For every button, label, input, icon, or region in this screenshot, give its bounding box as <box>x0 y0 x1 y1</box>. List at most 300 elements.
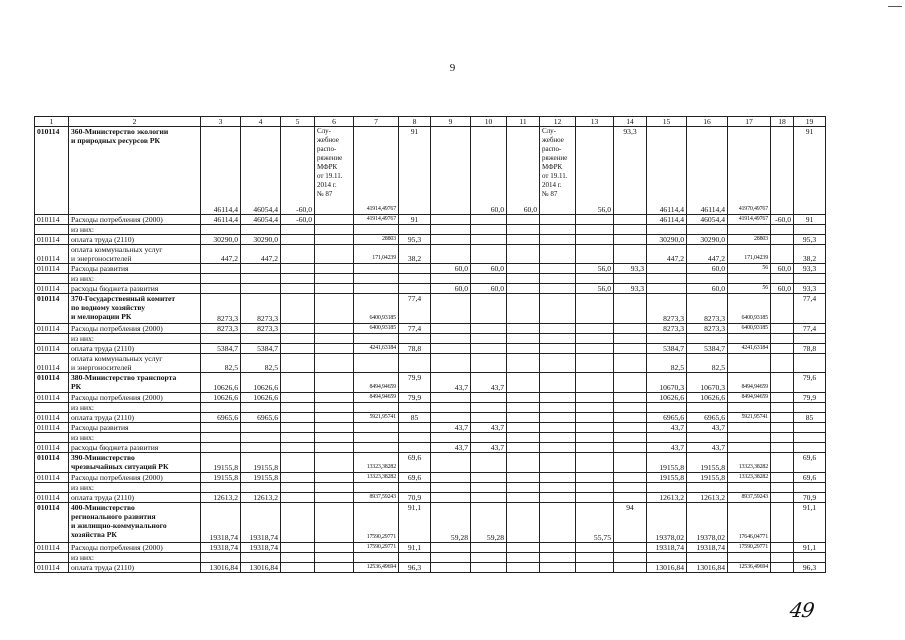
value-cell <box>576 403 614 413</box>
percent-cell: 91 <box>399 127 431 215</box>
note-cell <box>315 245 354 264</box>
value-cell <box>241 433 281 443</box>
header-cell: 18 <box>771 117 794 127</box>
value-cell: 19318,74 <box>647 543 687 553</box>
value-cell <box>241 403 281 413</box>
value-cell <box>647 284 687 294</box>
value-cell <box>471 543 507 553</box>
value-cell <box>431 403 471 413</box>
value-cell <box>281 354 315 373</box>
header-cell: 15 <box>647 117 687 127</box>
value-cell: 19318,74 <box>241 543 281 553</box>
value-cell: 41970,49767 <box>728 127 771 215</box>
row-name: Расходы развития <box>69 264 201 274</box>
value-cell: 19318,74 <box>687 543 728 553</box>
value-cell: 6400,93185 <box>354 324 399 334</box>
value-cell <box>471 215 507 225</box>
header-cell: 6 <box>315 117 354 127</box>
value-cell <box>614 324 647 334</box>
note-cell <box>540 373 576 393</box>
value-cell <box>614 413 647 423</box>
note-cell <box>540 543 576 553</box>
program-code: 010114 <box>35 453 69 473</box>
percent-cell: 79,9 <box>399 373 431 393</box>
value-cell <box>281 264 315 274</box>
value-cell <box>647 403 687 413</box>
value-cell <box>576 373 614 393</box>
value-cell <box>507 294 540 324</box>
row-name: Расходы потребления (2000) <box>69 215 201 225</box>
value-cell <box>431 453 471 473</box>
value-cell <box>241 423 281 433</box>
value-cell <box>201 483 241 493</box>
value-cell <box>471 413 507 423</box>
value-cell <box>614 403 647 413</box>
value-cell <box>647 225 687 235</box>
value-cell <box>201 284 241 294</box>
program-code: 010114 <box>35 473 69 483</box>
value-cell: 19155,8 <box>241 453 281 473</box>
value-cell <box>614 344 647 354</box>
value-cell <box>507 354 540 373</box>
value-cell <box>576 483 614 493</box>
header-cell: 13 <box>576 117 614 127</box>
value-cell <box>507 563 540 573</box>
percent-cell <box>794 443 826 453</box>
ministry-row <box>35 373 826 393</box>
value-cell: 13323,38282 <box>354 453 399 473</box>
value-cell: 60,0 <box>771 264 794 274</box>
table-row <box>35 264 826 274</box>
value-cell <box>507 423 540 433</box>
percent-cell: 96,3 <box>794 563 826 573</box>
value-cell <box>576 245 614 264</box>
note-cell <box>540 245 576 264</box>
value-cell <box>614 225 647 235</box>
row-name: 380-Министерство транспорта РК <box>69 373 201 393</box>
value-cell: 46054,4 <box>241 127 281 215</box>
value-cell <box>507 245 540 264</box>
percent-cell: 78,8 <box>399 344 431 354</box>
value-cell <box>471 225 507 235</box>
row-name: из них: <box>69 274 201 284</box>
note-cell <box>315 403 354 413</box>
value-cell <box>201 403 241 413</box>
value-cell <box>281 235 315 245</box>
value-cell: 19155,8 <box>241 473 281 483</box>
value-cell: 30290,0 <box>687 235 728 245</box>
value-cell: 56 <box>728 284 771 294</box>
value-cell: -60,0 <box>281 215 315 225</box>
program-code: 010114 <box>35 563 69 573</box>
value-cell <box>431 354 471 373</box>
note-cell <box>315 433 354 443</box>
value-cell <box>614 235 647 245</box>
note-cell <box>315 413 354 423</box>
value-cell: 10626,6 <box>647 393 687 403</box>
program-code: 010114 <box>35 284 69 294</box>
value-cell: 43,7 <box>431 373 471 393</box>
percent-cell <box>614 453 647 473</box>
value-cell <box>614 563 647 573</box>
value-cell: 6400,93185 <box>728 294 771 324</box>
percent-cell: 77,4 <box>794 294 826 324</box>
percent-cell: 70,9 <box>794 493 826 503</box>
row-name: Расходы потребления (2000) <box>69 393 201 403</box>
value-cell: 447,2 <box>687 245 728 264</box>
value-cell <box>728 334 771 344</box>
value-cell: 19318,74 <box>241 503 281 543</box>
note-cell <box>540 264 576 274</box>
value-cell <box>507 453 540 473</box>
percent-cell: 94 <box>614 503 647 543</box>
value-cell: 8273,3 <box>201 294 241 324</box>
value-cell <box>687 553 728 563</box>
value-cell <box>354 483 399 493</box>
value-cell <box>354 433 399 443</box>
value-cell <box>614 393 647 403</box>
value-cell <box>507 344 540 354</box>
percent-cell: 93,3 <box>794 264 826 274</box>
percent-cell: 85 <box>399 413 431 423</box>
value-cell <box>471 453 507 473</box>
percent-cell: 93,3 <box>794 284 826 294</box>
value-cell: 8273,3 <box>687 294 728 324</box>
value-cell <box>281 433 315 443</box>
percent-cell: 70,9 <box>399 493 431 503</box>
table-row <box>35 433 826 443</box>
value-cell <box>507 324 540 334</box>
value-cell <box>471 324 507 334</box>
value-cell <box>281 284 315 294</box>
note-cell <box>315 443 354 453</box>
value-cell: 8273,3 <box>201 324 241 334</box>
value-cell: 5921,95741 <box>354 413 399 423</box>
page-number: 9 <box>449 62 456 74</box>
percent-cell <box>399 264 431 274</box>
value-cell <box>576 225 614 235</box>
note-cell <box>315 473 354 483</box>
value-cell <box>281 503 315 543</box>
value-cell: 8494,94659 <box>728 373 771 393</box>
value-cell: 4241,63184 <box>728 344 771 354</box>
value-cell: 93,3 <box>614 264 647 274</box>
value-cell <box>281 543 315 553</box>
value-cell <box>728 553 771 563</box>
program-code <box>35 274 69 284</box>
value-cell <box>576 413 614 423</box>
value-cell: 60,0 <box>471 264 507 274</box>
table-row <box>35 354 826 373</box>
value-cell <box>647 334 687 344</box>
value-cell <box>471 433 507 443</box>
percent-cell <box>794 403 826 413</box>
value-cell <box>507 403 540 413</box>
value-cell: 6965,6 <box>687 413 728 423</box>
value-cell <box>771 423 794 433</box>
value-cell <box>614 334 647 344</box>
header-cell: 3 <box>201 117 241 127</box>
value-cell: 6965,6 <box>647 413 687 423</box>
value-cell: 19378,02 <box>647 503 687 543</box>
value-cell <box>614 493 647 503</box>
value-cell: 5921,95741 <box>728 413 771 423</box>
table-row <box>35 443 826 453</box>
value-cell <box>281 413 315 423</box>
percent-cell: 69,6 <box>794 473 826 483</box>
value-cell <box>771 543 794 553</box>
row-name: 400-Министерство регионального развития и жилищно-коммунального хозяйства РК <box>69 503 201 543</box>
table-row <box>35 274 826 284</box>
handwritten-page-number: 49 <box>788 598 816 622</box>
value-cell: 12536,49694 <box>728 563 771 573</box>
header-cell: 1 <box>35 117 69 127</box>
value-cell <box>201 443 241 453</box>
value-cell: 19155,8 <box>647 453 687 473</box>
value-cell <box>507 215 540 225</box>
note-cell <box>315 235 354 245</box>
value-cell: 43,7 <box>471 373 507 393</box>
value-cell: 46054,4 <box>687 215 728 225</box>
value-cell: 17590,29771 <box>354 543 399 553</box>
table-row <box>35 563 826 573</box>
note-cell <box>315 274 354 284</box>
value-cell <box>771 473 794 483</box>
value-cell <box>507 473 540 483</box>
value-cell <box>576 423 614 433</box>
value-cell: 60,0 <box>687 264 728 274</box>
percent-cell <box>399 443 431 453</box>
table-row <box>35 344 826 354</box>
row-name: 390-Министерство чрезвычайных ситуаций РК <box>69 453 201 473</box>
value-cell <box>431 483 471 493</box>
program-code: 010114 <box>35 264 69 274</box>
program-code: 010114 <box>35 373 69 393</box>
value-cell: 43,7 <box>647 423 687 433</box>
value-cell <box>728 354 771 373</box>
program-code: 010114 <box>35 127 69 215</box>
program-code: 010114 <box>35 443 69 453</box>
value-cell <box>614 543 647 553</box>
value-cell <box>507 225 540 235</box>
header-cell: 19 <box>794 117 826 127</box>
percent-cell <box>399 553 431 563</box>
note-cell <box>315 215 354 225</box>
value-cell <box>281 453 315 473</box>
value-cell: 41914,49767 <box>354 215 399 225</box>
value-cell: 19155,8 <box>687 473 728 483</box>
value-cell <box>201 264 241 274</box>
value-cell <box>771 274 794 284</box>
value-cell <box>771 483 794 493</box>
note-cell <box>540 393 576 403</box>
value-cell <box>647 553 687 563</box>
value-cell: 60,0 <box>771 284 794 294</box>
value-cell: 46114,4 <box>647 215 687 225</box>
percent-cell <box>794 553 826 563</box>
value-cell <box>614 553 647 563</box>
note-cell <box>540 423 576 433</box>
value-cell: 30290,0 <box>241 235 281 245</box>
note-cell <box>315 543 354 553</box>
percent-cell: 69,6 <box>399 473 431 483</box>
value-cell: 10626,6 <box>687 393 728 403</box>
value-cell <box>201 334 241 344</box>
note-cell <box>540 284 576 294</box>
value-cell <box>507 373 540 393</box>
percent-cell <box>399 423 431 433</box>
note-cell <box>540 453 576 473</box>
value-cell <box>354 284 399 294</box>
value-cell <box>647 433 687 443</box>
percent-cell <box>614 373 647 393</box>
note-cell <box>540 483 576 493</box>
note-cell <box>315 393 354 403</box>
header-cell: 11 <box>507 117 540 127</box>
header-cell: 9 <box>431 117 471 127</box>
value-cell <box>771 344 794 354</box>
value-cell <box>771 553 794 563</box>
value-cell <box>728 225 771 235</box>
value-cell <box>471 274 507 284</box>
value-cell <box>647 483 687 493</box>
note-cell <box>540 403 576 413</box>
percent-cell: 95,3 <box>399 235 431 245</box>
note-cell <box>315 354 354 373</box>
value-cell <box>281 344 315 354</box>
value-cell <box>354 423 399 433</box>
value-cell <box>471 493 507 503</box>
value-cell: 43,7 <box>687 443 728 453</box>
table-row <box>35 334 826 344</box>
value-cell: 12536,49694 <box>354 563 399 573</box>
value-cell <box>281 373 315 393</box>
note-cell <box>540 235 576 245</box>
value-cell <box>507 264 540 274</box>
value-cell: 43,7 <box>471 423 507 433</box>
value-cell: 13016,84 <box>241 563 281 573</box>
value-cell: 43,7 <box>687 423 728 433</box>
table-row <box>35 423 826 433</box>
value-cell <box>471 473 507 483</box>
value-cell <box>354 274 399 284</box>
program-code: 010114 <box>35 393 69 403</box>
value-cell <box>354 443 399 453</box>
value-cell: 10626,6 <box>241 373 281 393</box>
percent-cell: 93,3 <box>614 127 647 215</box>
value-cell <box>728 433 771 443</box>
header-cell: 17 <box>728 117 771 127</box>
value-cell: 60,0 <box>507 127 540 215</box>
value-cell <box>507 433 540 443</box>
value-cell: 19155,8 <box>201 473 241 483</box>
row-name: из них: <box>69 433 201 443</box>
table-row <box>35 403 826 413</box>
value-cell <box>241 225 281 235</box>
value-cell: 13323,38282 <box>354 473 399 483</box>
value-cell <box>771 235 794 245</box>
program-code: 010114 <box>35 543 69 553</box>
value-cell: 43,7 <box>431 443 471 453</box>
value-cell: 8273,3 <box>241 324 281 334</box>
percent-cell: 91,1 <box>399 503 431 543</box>
value-cell <box>507 284 540 294</box>
program-code: 010114 <box>35 354 69 373</box>
row-name: оплата труда (2110) <box>69 493 201 503</box>
note-cell <box>540 334 576 344</box>
percent-cell <box>399 354 431 373</box>
value-cell <box>647 264 687 274</box>
value-cell <box>431 473 471 483</box>
value-cell: 93,3 <box>614 284 647 294</box>
note-cell <box>540 443 576 453</box>
percent-cell: 91,1 <box>794 543 826 553</box>
value-cell <box>431 274 471 284</box>
value-cell: 12613,2 <box>201 493 241 503</box>
value-cell <box>507 334 540 344</box>
value-cell: 5384,7 <box>241 344 281 354</box>
percent-cell: 96,3 <box>399 563 431 573</box>
program-code <box>35 334 69 344</box>
table-row <box>35 215 826 225</box>
value-cell: 12613,2 <box>687 493 728 503</box>
program-code: 010114 <box>35 413 69 423</box>
value-cell <box>471 403 507 413</box>
value-cell: 13323,38282 <box>728 473 771 483</box>
program-code <box>35 403 69 413</box>
value-cell: 19378,02 <box>687 503 728 543</box>
percent-cell <box>399 284 431 294</box>
value-cell: 447,2 <box>647 245 687 264</box>
percent-cell: 91 <box>794 215 826 225</box>
value-cell <box>431 245 471 264</box>
program-code <box>35 483 69 493</box>
value-cell <box>687 225 728 235</box>
percent-cell <box>794 274 826 284</box>
value-cell <box>771 403 794 413</box>
value-cell <box>281 563 315 573</box>
value-cell <box>614 473 647 483</box>
value-cell <box>431 413 471 423</box>
value-cell <box>201 433 241 443</box>
row-name: Расходы развития <box>69 423 201 433</box>
value-cell <box>281 294 315 324</box>
percent-cell: 78,8 <box>794 344 826 354</box>
value-cell: 171,04239 <box>354 245 399 264</box>
value-cell: 447,2 <box>241 245 281 264</box>
row-name: расходы бюджета развития <box>69 284 201 294</box>
value-cell <box>281 473 315 483</box>
value-cell: 56,0 <box>576 264 614 274</box>
value-cell: 8937,59243 <box>354 493 399 503</box>
program-code: 010114 <box>35 215 69 225</box>
value-cell: 19155,8 <box>647 473 687 483</box>
program-code: 010114 <box>35 344 69 354</box>
value-cell <box>728 483 771 493</box>
note-cell <box>315 334 354 344</box>
value-cell: 82,5 <box>201 354 241 373</box>
value-cell <box>576 453 614 473</box>
row-name: из них: <box>69 483 201 493</box>
header-cell: 10 <box>471 117 507 127</box>
value-cell <box>431 215 471 225</box>
value-cell <box>507 493 540 503</box>
note-cell <box>540 563 576 573</box>
value-cell: 10626,6 <box>201 373 241 393</box>
program-code: 010114 <box>35 493 69 503</box>
value-cell: 6400,93185 <box>728 324 771 334</box>
percent-cell: 85 <box>794 413 826 423</box>
